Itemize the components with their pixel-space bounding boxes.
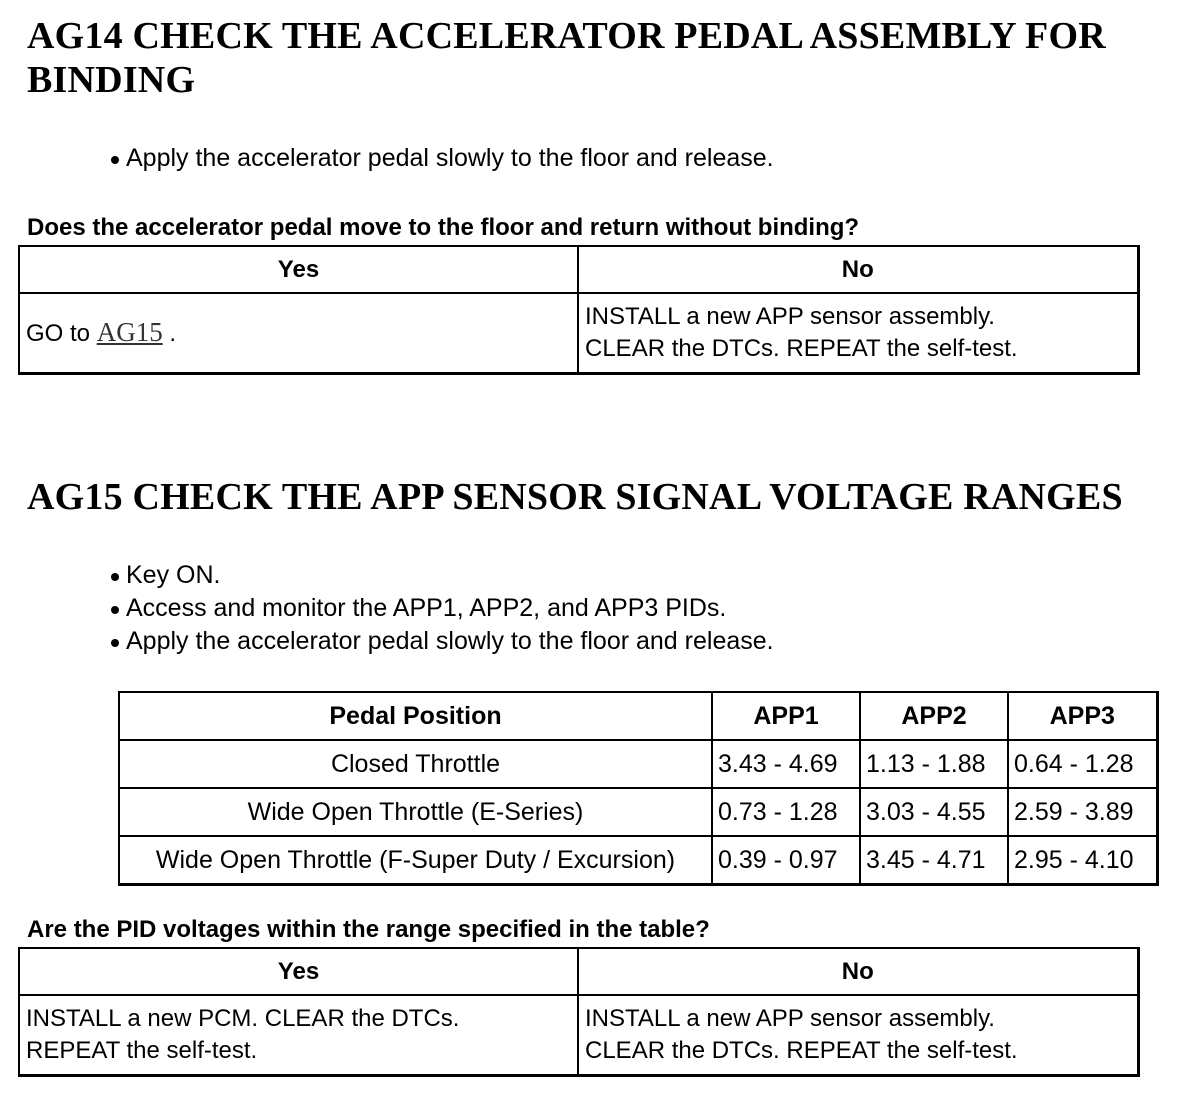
no-action-cell — [578, 995, 1138, 1076]
ag15-answer-table — [18, 947, 1140, 1077]
yes-action-prefix: GO to — [26, 320, 91, 347]
table-row — [19, 995, 1138, 1076]
pedal-position-header: Pedal Position — [119, 692, 712, 740]
app2-range-cell: 3.03 - 4.55 — [860, 788, 1008, 836]
yes-action-cell — [19, 293, 578, 374]
section-ag15-title: AG15 CHECK THE APP SENSOR SIGNAL VOLTAGE RANGES — [27, 476, 1123, 518]
no-action-cell — [578, 293, 1138, 374]
ag15-link[interactable]: AG15 — [96, 317, 163, 347]
section-ag14-title: AG14 CHECK THE ACCELERATOR PEDAL ASSEMBLY FOR BINDING — [27, 15, 1106, 101]
app2-header: APP2 — [860, 692, 1008, 740]
yes-header: Yes — [19, 246, 578, 293]
instruction-item: Key ON. — [110, 559, 774, 592]
table-header-row — [19, 246, 1138, 293]
pedal-position-cell: Wide Open Throttle (E-Series) — [119, 788, 712, 836]
instruction-item: Apply the accelerator pedal slowly to the floor and release. — [110, 625, 774, 658]
table-header-row — [119, 692, 1157, 740]
pedal-position-cell: Closed Throttle — [119, 740, 712, 788]
instruction-item: Apply the accelerator pedal slowly to the floor and release. — [110, 142, 774, 175]
yes-action-cell — [19, 995, 578, 1076]
no-action-line: CLEAR the DTCs. REPEAT the self-test. — [585, 1037, 1018, 1064]
app1-header: APP1 — [712, 692, 860, 740]
table-row — [119, 788, 1157, 836]
no-header: No — [578, 246, 1138, 293]
no-action-line: INSTALL a new APP sensor assembly. — [585, 303, 995, 330]
app2-range-cell: 3.45 - 4.71 — [860, 836, 1008, 885]
no-action-line: CLEAR the DTCs. REPEAT the self-test. — [585, 335, 1018, 362]
app3-range-cell: 2.95 - 4.10 — [1008, 836, 1157, 885]
app2-range-cell: 1.13 - 1.88 — [860, 740, 1008, 788]
pid-voltage-table — [118, 691, 1159, 886]
no-action-line: INSTALL a new APP sensor assembly. — [585, 1005, 995, 1032]
ag14-answer-table — [18, 245, 1140, 375]
instruction-item: Access and monitor the APP1, APP2, and APP3 PIDs. — [110, 592, 774, 625]
app1-range-cell: 0.39 - 0.97 — [712, 836, 860, 885]
ag15-instructions — [110, 559, 774, 658]
yes-action-line: REPEAT the self-test. — [26, 1037, 258, 1064]
table-row — [119, 740, 1157, 788]
ag14-instructions — [110, 142, 774, 175]
table-row — [119, 836, 1157, 885]
app3-range-cell: 0.64 - 1.28 — [1008, 740, 1157, 788]
ag15-question: Are the PID voltages within the range specified in the table? — [27, 916, 710, 943]
app3-range-cell: 2.59 - 3.89 — [1008, 788, 1157, 836]
ag14-question: Does the accelerator pedal move to the floor and return without binding? — [27, 214, 860, 241]
yes-header: Yes — [19, 948, 578, 995]
app1-range-cell: 0.73 - 1.28 — [712, 788, 860, 836]
yes-action-suffix: . — [169, 320, 177, 347]
yes-action-line: INSTALL a new PCM. CLEAR the DTCs. — [26, 1005, 460, 1032]
app1-range-cell: 3.43 - 4.69 — [712, 740, 860, 788]
table-header-row — [19, 948, 1138, 995]
app3-header: APP3 — [1008, 692, 1157, 740]
table-row — [19, 293, 1138, 374]
no-header: No — [578, 948, 1138, 995]
pedal-position-cell: Wide Open Throttle (F-Super Duty / Excursion) — [119, 836, 712, 885]
